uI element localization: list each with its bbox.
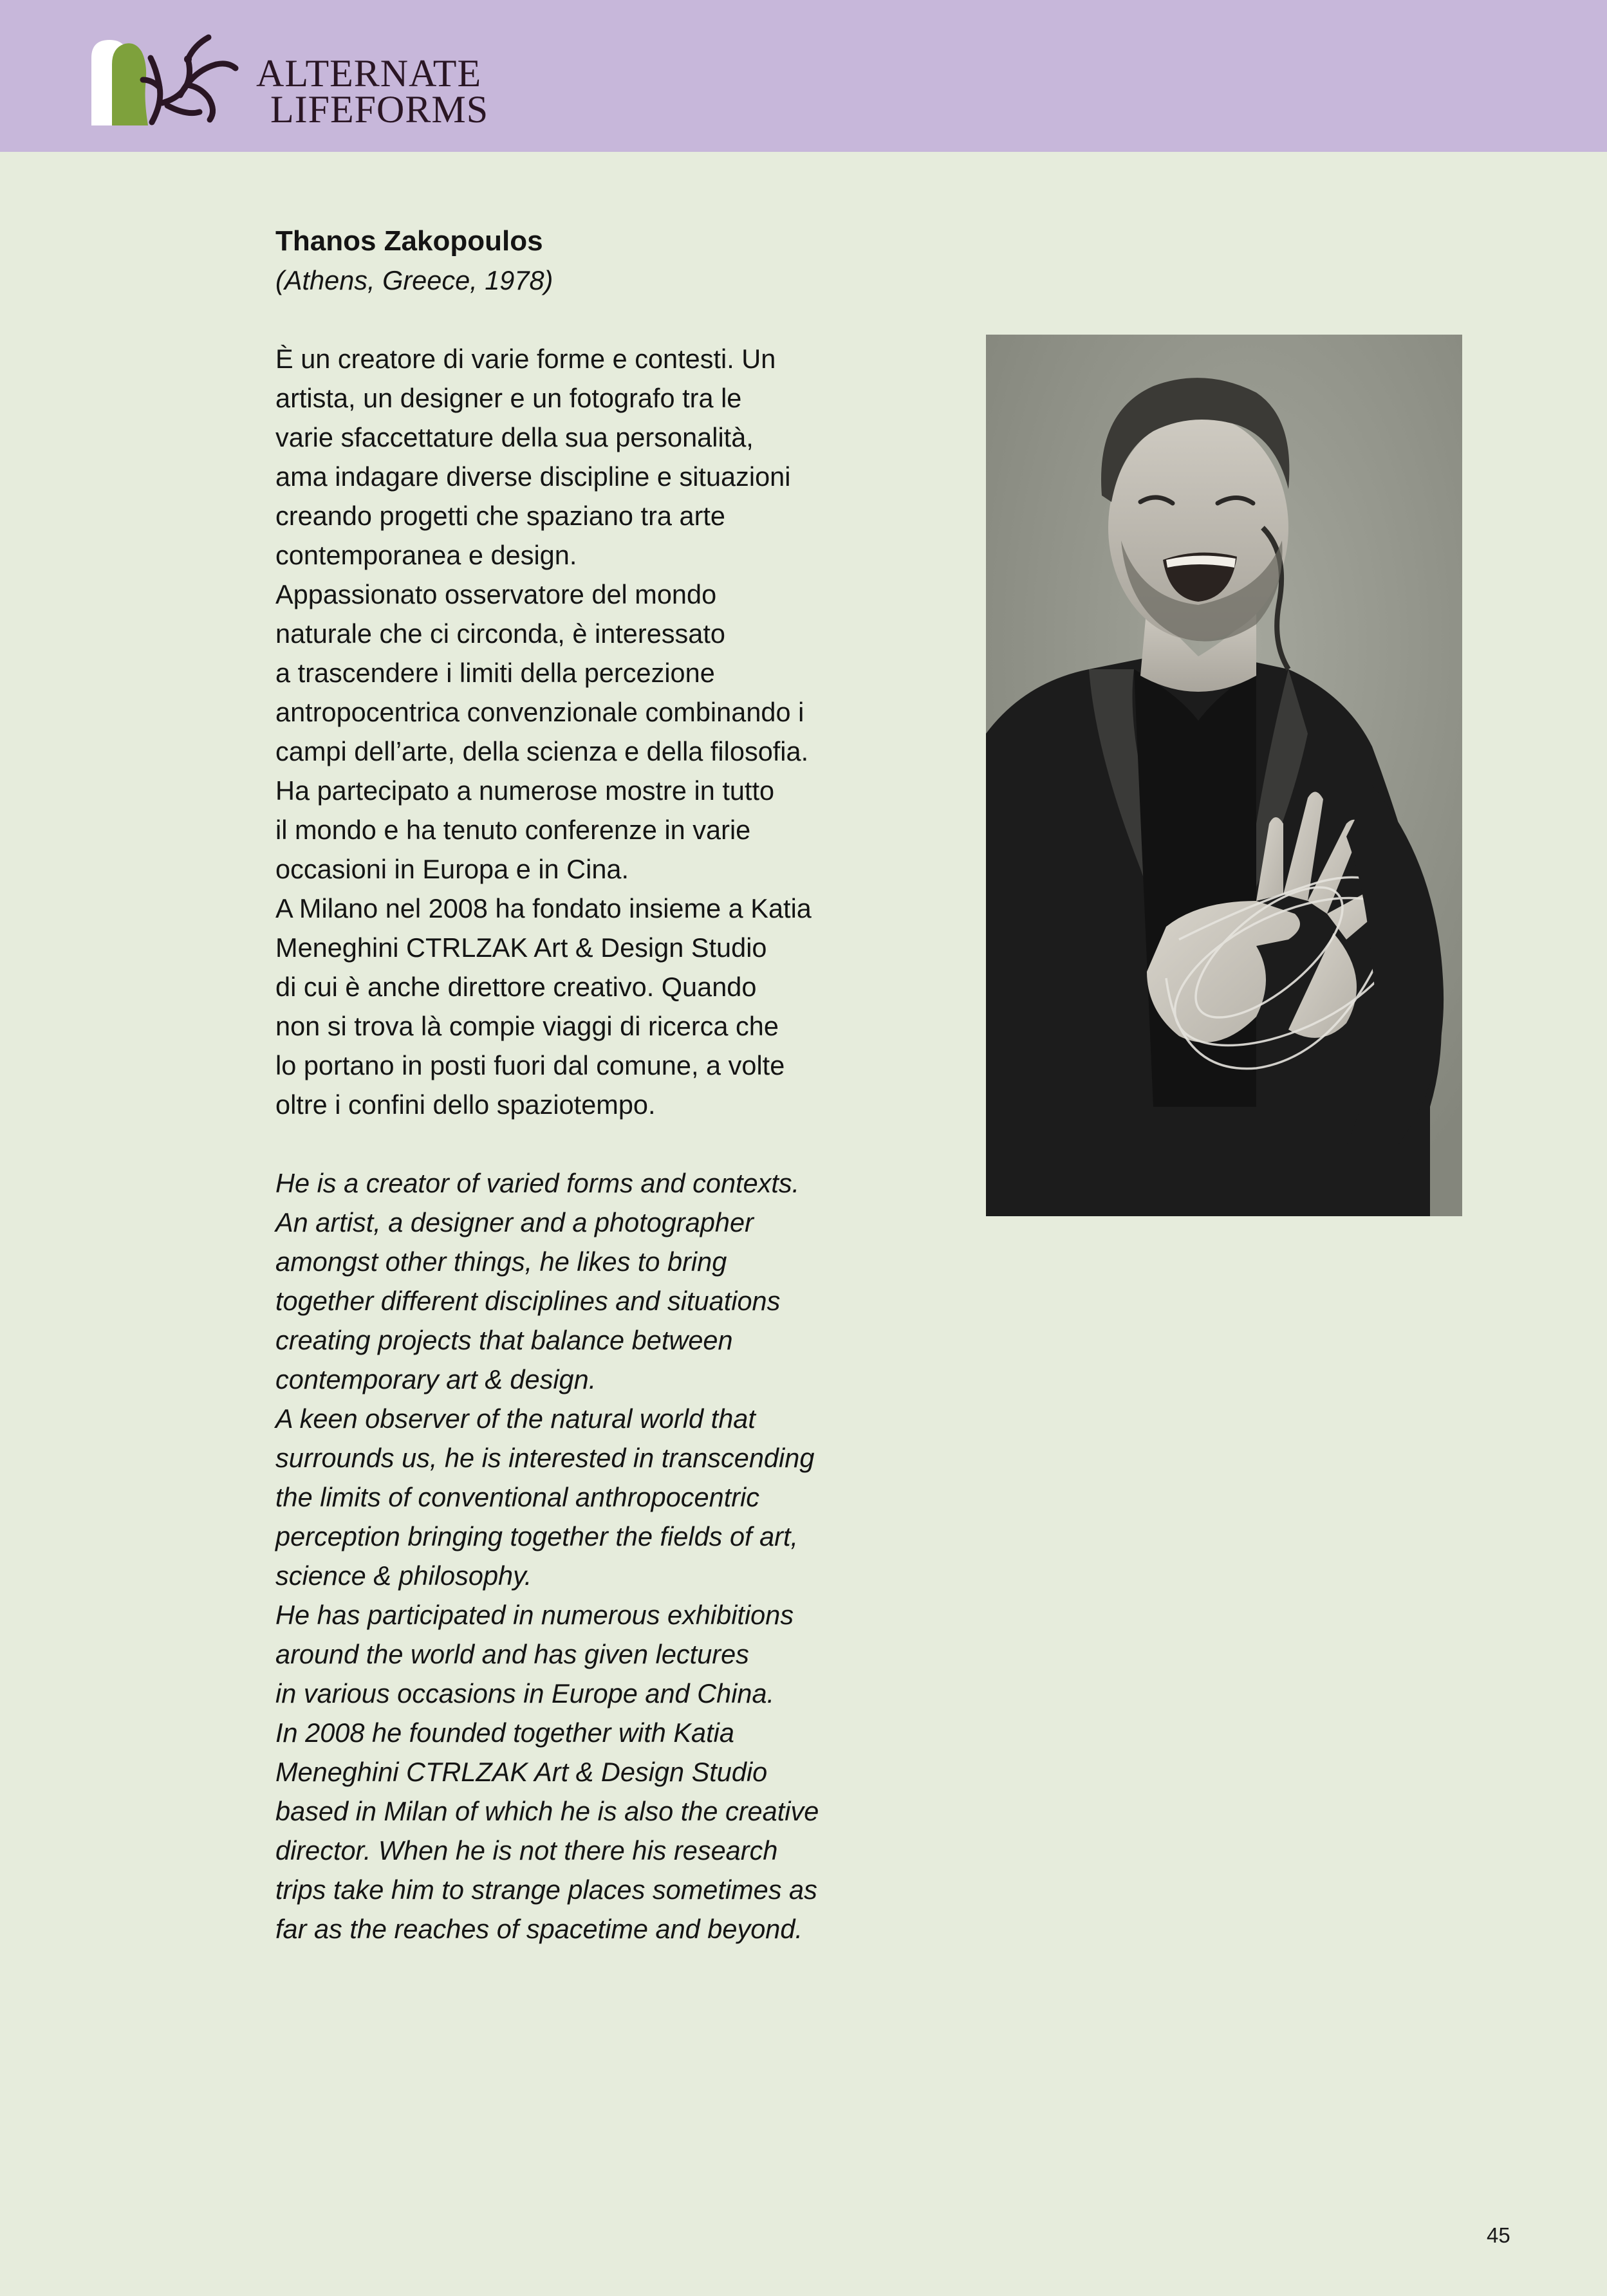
bio-line: creando progetti che spaziano tra arte xyxy=(275,501,726,531)
bio-line: amongst other things, he likes to bring xyxy=(275,1246,727,1277)
bio-line: around the world and has given lectures xyxy=(275,1639,749,1669)
brand-line-1: ALTERNATE xyxy=(256,52,482,95)
bio-line: perception bringing together the fields of art, xyxy=(275,1521,799,1551)
artist-portrait xyxy=(986,335,1462,1216)
artist-origin: (Athens, Greece, 1978) xyxy=(275,265,553,295)
bio-line: antropocentrica convenzionale combinando i xyxy=(275,697,804,727)
bio-line: An artist, a designer and a photographer xyxy=(275,1207,754,1237)
bio-line: Appassionato osservatore del mondo xyxy=(275,579,717,609)
bio-line: trips take him to strange places sometimes as xyxy=(275,1875,817,1905)
portrait-illustration xyxy=(986,335,1462,1216)
bio-line: contemporanea e design. xyxy=(275,540,577,570)
bio-line: A Milano nel 2008 ha fondato insieme a Katia xyxy=(275,893,812,923)
bio-line: Meneghini CTRLZAK Art & Design Studio xyxy=(275,932,767,963)
bio-line: far as the reaches of spacetime and beyond. xyxy=(275,1914,803,1944)
bio-line: based in Milan of which he is also the creative xyxy=(275,1796,819,1826)
bio-line: il mondo e ha tenuto conferenze in varie xyxy=(275,815,751,845)
bio-italian xyxy=(275,339,913,1124)
bio-line: Meneghini CTRLZAK Art & Design Studio xyxy=(275,1757,768,1787)
alternate-lifeforms-logo-icon xyxy=(90,26,257,129)
bio-line: di cui è anche direttore creativo. Quando xyxy=(275,972,757,1002)
artist-name: Thanos Zakopoulos xyxy=(275,225,543,257)
bio-line: a trascendere i limiti della percezione xyxy=(275,658,715,688)
bio-line: oltre i confini dello spaziotempo. xyxy=(275,1089,656,1120)
bio-line: He is a creator of varied forms and contexts. xyxy=(275,1168,800,1198)
header-bar xyxy=(0,0,1607,152)
bio-line: creating projects that balance between xyxy=(275,1325,733,1355)
brand-logo xyxy=(90,26,515,135)
bio-line: artista, un designer e un fotografo tra le xyxy=(275,383,742,413)
bio-line: science & philosophy. xyxy=(275,1560,532,1591)
bio-line: naturale che ci circonda, è interessato xyxy=(275,618,725,649)
bio-line: director. When he is not there his research xyxy=(275,1835,778,1866)
brand-line-2: LIFEFORMS xyxy=(270,88,489,131)
bio-line: In 2008 he founded together with Katia xyxy=(275,1717,734,1748)
bio-line: ama indagare diverse discipline e situazioni xyxy=(275,461,791,492)
page-number: 45 xyxy=(1487,2223,1510,2247)
bio-line: campi dell’arte, della scienza e della filosofia. xyxy=(275,736,809,766)
bio-english xyxy=(275,1163,913,1949)
bio-line: occasioni in Europa e in Cina. xyxy=(275,854,629,884)
bio-line: non si trova là compie viaggi di ricerca che xyxy=(275,1011,779,1041)
bio-line: the limits of conventional anthropocentric xyxy=(275,1482,760,1512)
bio-line: together different disciplines and situations xyxy=(275,1286,781,1316)
bio-line: in various occasions in Europe and China. xyxy=(275,1678,775,1708)
bio-line: He has participated in numerous exhibitions xyxy=(275,1600,794,1630)
bio-line: A keen observer of the natural world that xyxy=(275,1403,756,1434)
bio-line: lo portano in posti fuori dal comune, a volte xyxy=(275,1050,785,1080)
bio-line: surrounds us, he is interested in transcending xyxy=(275,1443,815,1473)
brand-wordmark xyxy=(256,52,489,131)
bio-line: Ha partecipato a numerose mostre in tutto xyxy=(275,775,775,806)
bio-line: varie sfaccettature della sua personalità, xyxy=(275,422,754,452)
artist-bio-column xyxy=(275,221,913,1949)
bio-line: È un creatore di varie forme e contesti. Un xyxy=(275,344,776,374)
bio-line: contemporary art & design. xyxy=(275,1364,597,1394)
